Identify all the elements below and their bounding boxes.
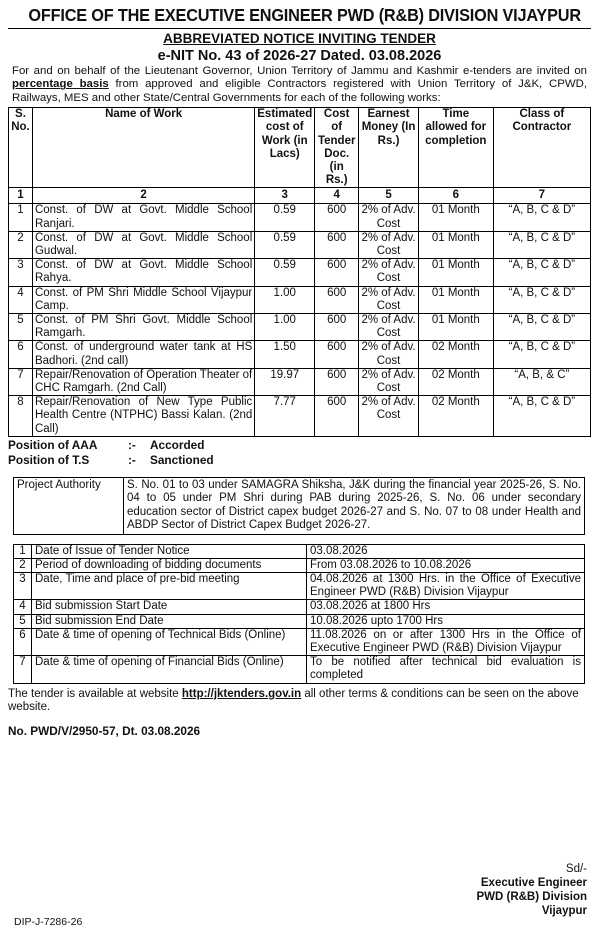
work-doc-cost: 600 [315,368,359,395]
project-authority-text: S. No. 01 to 03 under SAMAGRA Shiksha, J&K during the financial year 2025-26, S. No. 04 to 05 under PM Shri during PAB during 2025-26, S. No. 06 under secondary education sector of District capex budget 2026-27 and S. No. 07 to 08 under Health and ABDP Sector of District Capex Budget 2026-27. [124,477,585,534]
work-sno: 8 [9,396,33,437]
schedule-number: 7 [14,656,32,683]
schedule-item: Bid submission End Date [32,614,307,628]
schedule-item: Date of Issue of Tender Notice [32,544,307,558]
schedule-value: To be notified after technical bid evaluation is completed [307,656,585,683]
work-class: “A, B, C & D” [493,259,590,286]
intro-text-2: from approved and eligible Contractors registered with Union Territory of J&K, CPWD, Railways, MES and other State/Central Governments for each of the following works: [12,78,587,104]
header-class: Class of Contractor [493,108,590,188]
work-name: Const. of PM Shri Govt. Middle School Ramgarh. [32,314,254,341]
work-emd: 2% of Adv. Cost [359,396,419,437]
work-cost: 7.77 [255,396,315,437]
work-name: Repair/Renovation of New Type Public Health Centre (NTPHC) Bassi Kalan. (2nd Call) [32,396,254,437]
project-authority-row [14,477,585,534]
work-name: Const. of PM Shri Middle School Vijaypur Camp. [32,286,254,313]
works-table [8,107,591,437]
intro-text-1: For and on behalf of the Lieutenant Governor, Union Territory of Jammu and Kashmir e-tenders are invited on [12,65,587,77]
work-name: Const. of underground water tank at HS Badhori. (2nd call) [32,341,254,368]
work-row [9,314,591,341]
work-doc-cost: 600 [315,259,359,286]
work-row [9,368,591,395]
work-sno: 2 [9,231,33,258]
work-cost: 1.00 [255,314,315,341]
work-emd: 2% of Adv. Cost [359,368,419,395]
work-emd: 2% of Adv. Cost [359,259,419,286]
signature-place: Vijaypur [541,905,587,917]
position-label: Position of T.S [8,452,90,467]
work-emd: 2% of Adv. Cost [359,341,419,368]
work-time: 02 Month [418,396,493,437]
work-class: “A, B, C & D” [493,314,590,341]
col-number: 3 [255,188,315,204]
schedule-row [14,558,585,572]
schedule-number: 3 [14,572,32,599]
intro-basis: percentage basis [12,78,109,91]
schedule-value: From 03.08.2026 to 10.08.2026 [307,558,585,572]
work-row [9,396,591,437]
work-cost: 1.50 [255,341,315,368]
schedule-value: 03.08.2026 [307,544,585,558]
work-time: 01 Month [418,314,493,341]
works-body [9,204,591,436]
work-cost: 0.59 [255,231,315,258]
schedule-number: 2 [14,558,32,572]
work-emd: 2% of Adv. Cost [359,231,419,258]
work-time: 02 Month [418,368,493,395]
header-time: Time allowed for completion [418,108,493,188]
col-number: 1 [9,188,33,204]
work-doc-cost: 600 [315,231,359,258]
signature-sd: Sd/- [565,863,587,875]
column-number-row [9,188,591,204]
work-row [9,286,591,313]
work-row [9,231,591,258]
work-emd: 2% of Adv. Cost [359,314,419,341]
work-row [9,259,591,286]
schedule-item: Date & time of opening of Technical Bids (Online) [32,628,307,655]
position-sep: :- [128,437,136,452]
title-divider [8,28,591,29]
work-emd: 2% of Adv. Cost [359,286,419,313]
position-aaa [8,438,591,453]
col-number: 2 [32,188,254,204]
work-cost: 0.59 [255,204,315,231]
work-class: “A, B, & C” [493,368,590,395]
position-value: Sanctioned [150,452,214,467]
schedule-item: Date & time of opening of Financial Bids (Online) [32,656,307,683]
nit-number: e-NIT No. 43 of 2026-27 Dated. 03.08.2026 [157,48,442,64]
header-emd: Earnest Money (In Rs.) [359,108,419,188]
col-number: 5 [359,188,419,204]
work-row [9,341,591,368]
work-cost: 1.00 [255,286,315,313]
schedule-row [14,544,585,558]
work-class: “A, B, C & D” [493,204,590,231]
schedule-number: 5 [14,614,32,628]
schedule-table [13,544,585,684]
website-text-2: all other terms & conditions can be seen on the above website. [8,687,579,713]
col-number: 7 [493,188,590,204]
work-row [9,204,591,231]
work-sno: 3 [9,259,33,286]
header-name: Name of Work [32,108,254,188]
schedule-item: Date, Time and place of pre-bid meeting [32,572,307,599]
schedule-number: 4 [14,600,32,614]
schedule-value: 10.08.2026 upto 1700 Hrs [307,614,585,628]
work-name: Const. of DW at Govt. Middle School Rahya. [32,259,254,286]
work-doc-cost: 600 [315,341,359,368]
reference-number: No. PWD/V/2950-57, Dt. 03.08.2026 [8,724,201,739]
col-number: 6 [418,188,493,204]
work-cost: 0.59 [255,259,315,286]
work-time: 01 Month [418,204,493,231]
work-time: 01 Month [418,231,493,258]
work-sno: 4 [9,286,33,313]
schedule-item: Bid submission Start Date [32,600,307,614]
work-sno: 1 [9,204,33,231]
schedule-value: 04.08.2026 at 1300 Hrs. in the Office of Executive Engineer PWD (R&B) Division Vijaypur [307,572,585,599]
work-time: 01 Month [418,286,493,313]
work-class: “A, B, C & D” [493,286,590,313]
work-time: 01 Month [418,259,493,286]
website-note [8,688,591,715]
work-class: “A, B, C & D” [493,231,590,258]
work-doc-cost: 600 [315,204,359,231]
positions [8,438,591,468]
project-authority-table [13,477,585,535]
work-class: “A, B, C & D” [493,396,590,437]
work-sno: 5 [9,314,33,341]
schedule-row [14,572,585,599]
work-doc-cost: 600 [315,396,359,437]
website-text: The tender is available at website [8,687,182,700]
work-emd: 2% of Adv. Cost [359,204,419,231]
work-doc-cost: 600 [315,286,359,313]
signature-block [476,862,587,918]
office-title: OFFICE OF THE EXECUTIVE ENGINEER PWD (R&B) DIVISION VIJAYPUR [28,5,581,25]
position-sep: :- [128,452,136,467]
notice-subtitle: ABBREVIATED NOTICE INVITING TENDER [163,31,436,46]
schedule-row [14,628,585,655]
schedule-value: 03.08.2026 at 1800 Hrs [307,600,585,614]
header-doc: Cost of Tender Doc. (in Rs.) [315,108,359,188]
work-name: Repair/Renovation of Operation Theater of CHC Ramgarh. (2nd Call) [32,368,254,395]
schedule-value: 11.08.2026 on or after 1300 Hrs in the Office of Executive Engineer PWD (R&B) Division Vijaypur [307,628,585,655]
schedule-number: 6 [14,628,32,655]
website-link[interactable]: http://jktenders.gov.in [181,687,302,700]
work-sno: 7 [9,368,33,395]
schedule-row [14,614,585,628]
work-name: Const. of DW at Govt. Middle School Gudwal. [32,231,254,258]
position-value: Accorded [150,437,205,452]
work-doc-cost: 600 [315,314,359,341]
dip-number: DIP-J-7286-26 [14,916,83,928]
schedule-row [14,600,585,614]
col-number: 4 [315,188,359,204]
header-cost: Estimated cost of Work (in Lacs) [255,108,315,188]
work-cost: 19.97 [255,368,315,395]
schedule-row [14,656,585,683]
position-label: Position of AAA [8,437,98,452]
work-name: Const. of DW at Govt. Middle School Ranjari. [32,204,254,231]
project-authority-label: Project Authority [14,477,124,534]
header-sno: S. No. [9,108,33,188]
work-class: “A, B, C & D” [493,341,590,368]
schedule-body [14,544,585,683]
intro-paragraph [12,65,587,105]
schedule-number: 1 [14,544,32,558]
signature-designation: Executive Engineer [480,877,587,889]
position-ts [8,453,591,468]
schedule-item: Period of downloading of bidding documents [32,558,307,572]
work-sno: 6 [9,341,33,368]
works-header-row [9,108,591,188]
work-time: 02 Month [418,341,493,368]
signature-division: PWD (R&B) Division [476,891,587,903]
